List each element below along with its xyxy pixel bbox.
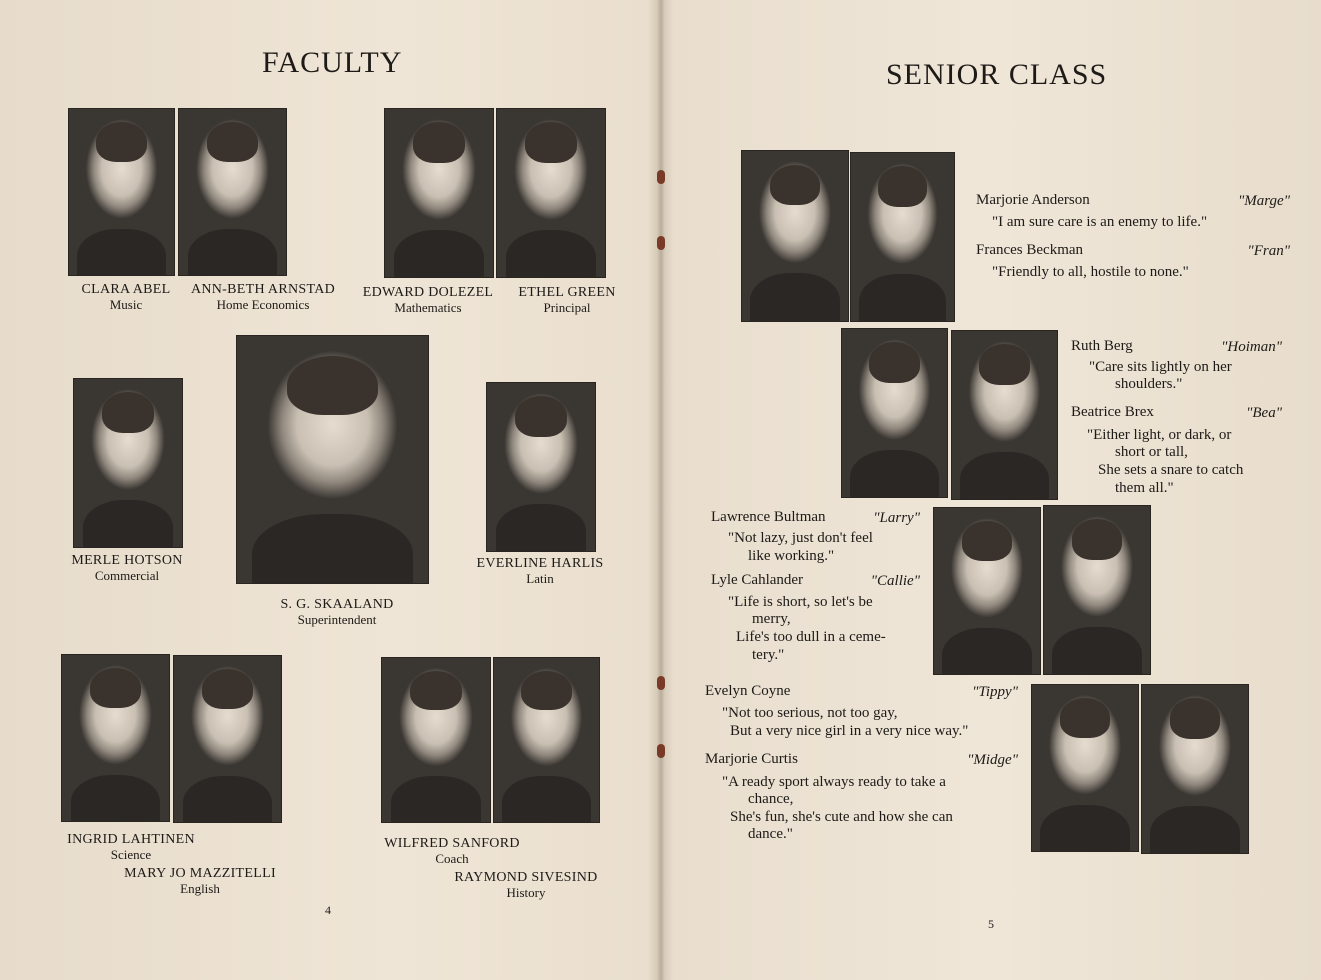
faculty-photo (173, 655, 282, 823)
faculty-subject: Home Economics (216, 297, 310, 312)
faculty-name: RAYMOND SIVESIND (454, 870, 598, 885)
faculty-photo (73, 378, 183, 548)
senior-quote: merry, (752, 611, 791, 627)
binding-stitch (657, 170, 665, 184)
faculty-subject: Coach (435, 851, 469, 866)
senior-nickname: "Midge" (967, 752, 1018, 768)
senior-quote: "Not lazy, just don't feel (728, 530, 873, 546)
faculty-photo (381, 657, 491, 823)
senior-nickname: "Hoiman" (1221, 339, 1282, 355)
senior-name: Ruth Berg (1071, 338, 1133, 354)
faculty-photo (486, 382, 596, 552)
senior-nickname: "Bea" (1246, 405, 1282, 421)
senior-nickname: "Larry" (873, 510, 920, 526)
senior-photo (1031, 684, 1139, 852)
senior-quote: like working." (748, 548, 835, 564)
senior-photo (951, 330, 1058, 500)
senior-photo (1043, 505, 1151, 675)
senior-quote: But a very nice girl in a very nice way." (730, 723, 969, 739)
senior-quote: tery." (752, 647, 785, 663)
senior-quote: "Either light, or dark, or (1087, 427, 1232, 443)
senior-name: Frances Beckman (976, 242, 1084, 258)
faculty-name: CLARA ABEL (81, 282, 171, 297)
faculty-name: ANN-BETH ARNSTAD (190, 282, 336, 297)
binding-stitch (657, 744, 665, 758)
faculty-name: INGRID LAHTINEN (67, 832, 195, 847)
senior-name: Marjorie Anderson (976, 192, 1090, 208)
faculty-photo (496, 108, 606, 278)
binding-stitch (657, 236, 665, 250)
senior-photo (933, 507, 1041, 675)
faculty-subject: Latin (526, 571, 554, 586)
faculty-subject: Science (110, 847, 152, 862)
faculty-photo (384, 108, 494, 278)
senior-name: Marjorie Curtis (705, 751, 798, 767)
senior-name: Beatrice Brex (1071, 404, 1154, 420)
senior-quote: shoulders." (1115, 376, 1183, 392)
senior-photo (841, 328, 948, 498)
faculty-subject: History (506, 885, 546, 900)
faculty-photo (68, 108, 175, 276)
faculty-subject: Commercial (94, 568, 160, 583)
senior-quote: dance." (748, 826, 793, 842)
senior-name: Lawrence Bultman (711, 509, 826, 525)
senior-photo (741, 150, 849, 322)
faculty-name: MERLE HOTSON (71, 553, 183, 568)
senior-quote: chance, (748, 791, 794, 807)
faculty-name: WILFRED SANFORD (384, 836, 520, 851)
senior-nickname: "Tippy" (972, 684, 1018, 700)
senior-photo (850, 152, 955, 322)
faculty-title: FACULTY (262, 46, 403, 79)
faculty-subject: Principal (543, 300, 591, 315)
senior-nickname: "Callie" (870, 573, 920, 589)
faculty-photo (178, 108, 287, 276)
superintendent-photo (236, 335, 429, 584)
faculty-photo (61, 654, 170, 822)
senior-quote: "Friendly to all, hostile to none." (992, 264, 1189, 280)
page-number: 4 (325, 903, 331, 917)
senior-quote: "Life is short, so let's be (728, 594, 873, 610)
faculty-subject: Superintendent (297, 612, 377, 627)
senior-quote: short or tall, (1115, 444, 1188, 460)
senior-name: Lyle Cahlander (711, 572, 804, 588)
senior-name: Evelyn Coyne (705, 683, 791, 699)
faculty-name: EVERLINE HARLIS (476, 556, 604, 571)
faculty-subject: Music (109, 297, 143, 312)
faculty-name: S. G. SKAALAND (280, 597, 394, 612)
book-gutter (657, 0, 665, 980)
senior-nickname: "Marge" (1237, 193, 1290, 209)
senior-quote: "A ready sport always ready to take a (722, 774, 946, 790)
senior-quote: She's fun, she's cute and how she can (730, 809, 953, 825)
senior-class-title: SENIOR CLASS (886, 58, 1108, 91)
faculty-subject: Mathematics (394, 300, 462, 315)
senior-quote: Life's too dull in a ceme- (736, 629, 886, 645)
senior-quote: She sets a snare to catch (1098, 462, 1244, 478)
faculty-name: MARY JO MAZZITELLI (124, 866, 276, 881)
binding-stitch (657, 676, 665, 690)
senior-quote: "Care sits lightly on her (1089, 359, 1232, 375)
senior-quote: "I am sure care is an enemy to life." (992, 214, 1208, 230)
faculty-name: EDWARD DOLEZEL (362, 285, 494, 300)
faculty-photo (493, 657, 600, 823)
senior-nickname: "Fran" (1247, 243, 1290, 259)
senior-quote: "Not too serious, not too gay, (722, 705, 898, 721)
faculty-subject: English (180, 881, 220, 896)
faculty-name: ETHEL GREEN (518, 285, 616, 300)
page-number: 5 (988, 917, 994, 931)
senior-quote: them all." (1115, 480, 1174, 496)
senior-photo (1141, 684, 1249, 854)
